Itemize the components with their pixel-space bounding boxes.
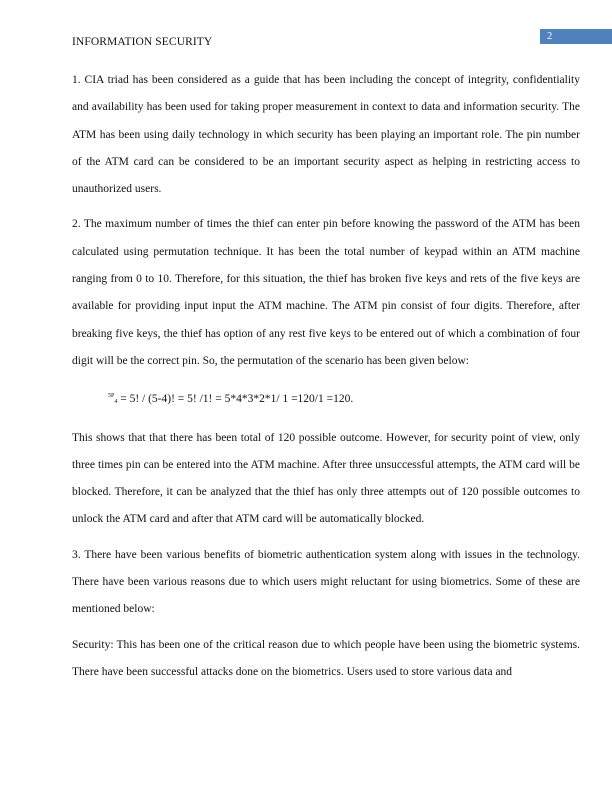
formula-expression: = 5! / (5-4)! = 5! /1! = 5*4*3*2*1/ 1 =120/1 =120.	[117, 393, 354, 406]
document-body	[72, 67, 580, 694]
paragraph-biometric-benefits: 3. There have been various benefits of biometric authentication system along with issues in the technology. There have been various reasons due to which users might reluctant for using biometrics. Some of these are mentioned below:	[72, 548, 580, 616]
paragraph-outcomes: This shows that that there has been total of 120 possible outcome. However, for security point of view, only three times pin can be entered into the ATM machine. After three unsuccessful attempts, the ATM card will be blocked. Therefore, it can be analyzed that the thief has only three attempts out of 120 possible outcomes to unlock the ATM card and after that ATM card will be automatically blocked.	[72, 431, 580, 526]
paragraph-security: Security: This has been one of the critical reason due to which people have been using the biometric systems. There have been successful attacks done on the biometrics. Users used to store various data and	[72, 638, 580, 678]
running-head: INFORMATION SECURITY	[72, 36, 213, 48]
page-number: 2	[540, 29, 612, 44]
permutation-formula	[72, 383, 580, 416]
formula-subscript: 4	[114, 399, 118, 406]
paragraph-cia-triad: 1. CIA triad has been considered as a guide that has been including the concept of integrity, confidentiality and availability has been used for taking proper measurement in context to data and information security. The ATM has been using daily technology in which security has been playing an important role. The pin number of the ATM card can be considered to be an important security aspect as helping in restricting access to unauthorized users.	[72, 74, 580, 196]
formula-superscript: 5P	[108, 393, 115, 400]
paragraph-permutation: 2. The maximum number of times the thief can enter pin before knowing the password of the ATM has been calculated using permutation technique. It has been the total number of keypad within an ATM machine ranging from 0 to 10. Therefore, for this situation, the thief has broken five keys and rets of the five keys are available for providing input input the ATM machine. The ATM pin consist of four digits. Therefore, after breaking five keys, the thief has option of any rest five keys to be entered out of which a combination of four digit will be the correct pin. So, the permutation of the scenario has been given below:	[72, 218, 580, 367]
